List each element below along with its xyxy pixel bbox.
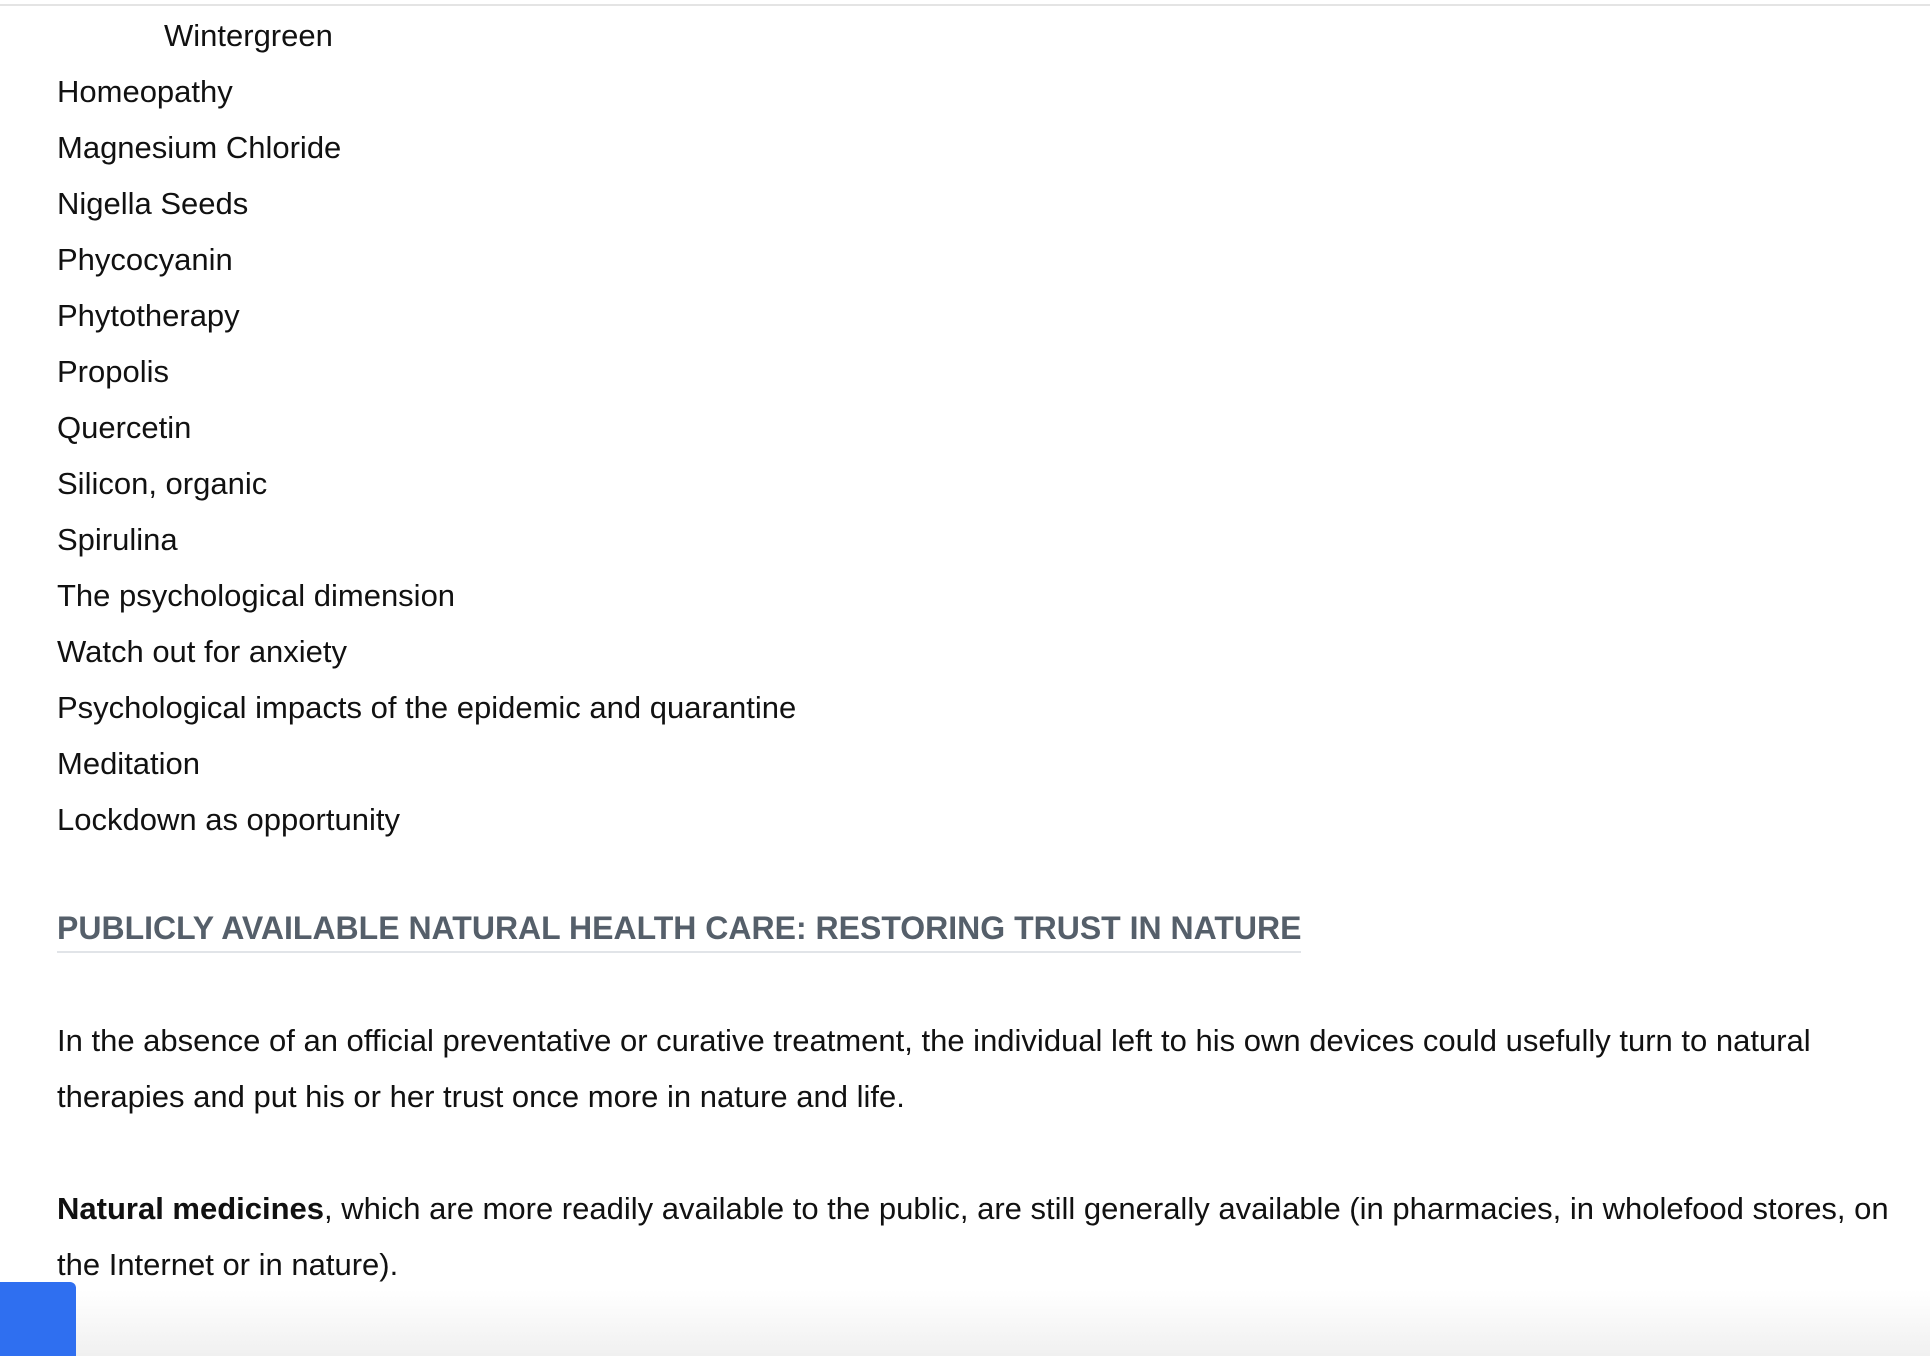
- toc-item-meditation[interactable]: Meditation: [57, 746, 201, 781]
- toc-item-silicon-organic[interactable]: Silicon, organic: [57, 466, 268, 501]
- table-of-contents: [57, 8, 796, 848]
- toc-item-propolis[interactable]: Propolis: [57, 354, 169, 389]
- natural-medicines-emphasis: Natural medicines: [57, 1191, 325, 1226]
- toc-item-psychological-dimension[interactable]: The psychological dimension: [57, 578, 456, 613]
- paragraph-intro: In the absence of an official preventative or curative treatment, the individual left to his own devices could usefully turn to natural therapies and put his or her trust once more in nature and life.: [57, 1023, 1811, 1114]
- toc-item-lockdown-as-opportunity[interactable]: Lockdown as opportunity: [57, 802, 400, 837]
- toc-item-quercetin[interactable]: Quercetin: [57, 410, 192, 445]
- toc-item-wintergreen[interactable]: Wintergreen: [164, 18, 333, 53]
- toc-item-magnesium-chloride[interactable]: Magnesium Chloride: [57, 130, 342, 165]
- toc-item-spirulina[interactable]: Spirulina: [57, 522, 178, 557]
- section-heading: PUBLICLY AVAILABLE NATURAL HEALTH CARE: RESTORING TRUST IN NATURE: [57, 905, 1301, 953]
- paragraph-natural-medicines-text: , which are more readily available to the public, are still generally available (in pharmacies, in wholefood stores, on the Internet or in nature).: [57, 1191, 1889, 1282]
- toc-item-phycocyanin[interactable]: Phycocyanin: [57, 242, 233, 277]
- toc-item-nigella-seeds[interactable]: Nigella Seeds: [57, 186, 249, 221]
- bottom-bar: [0, 1290, 1930, 1356]
- toc-item-phytotherapy[interactable]: Phytotherapy: [57, 298, 240, 333]
- floating-action-button[interactable]: [0, 1282, 76, 1356]
- toc-item-homeopathy[interactable]: Homeopathy: [57, 74, 233, 109]
- paragraph-natural-medicines: [57, 1181, 1907, 1293]
- toc-item-watch-out-for-anxiety[interactable]: Watch out for anxiety: [57, 634, 348, 669]
- toc-item-psychological-impacts[interactable]: Psychological impacts of the epidemic and quarantine: [57, 690, 797, 725]
- top-divider: [0, 4, 1930, 6]
